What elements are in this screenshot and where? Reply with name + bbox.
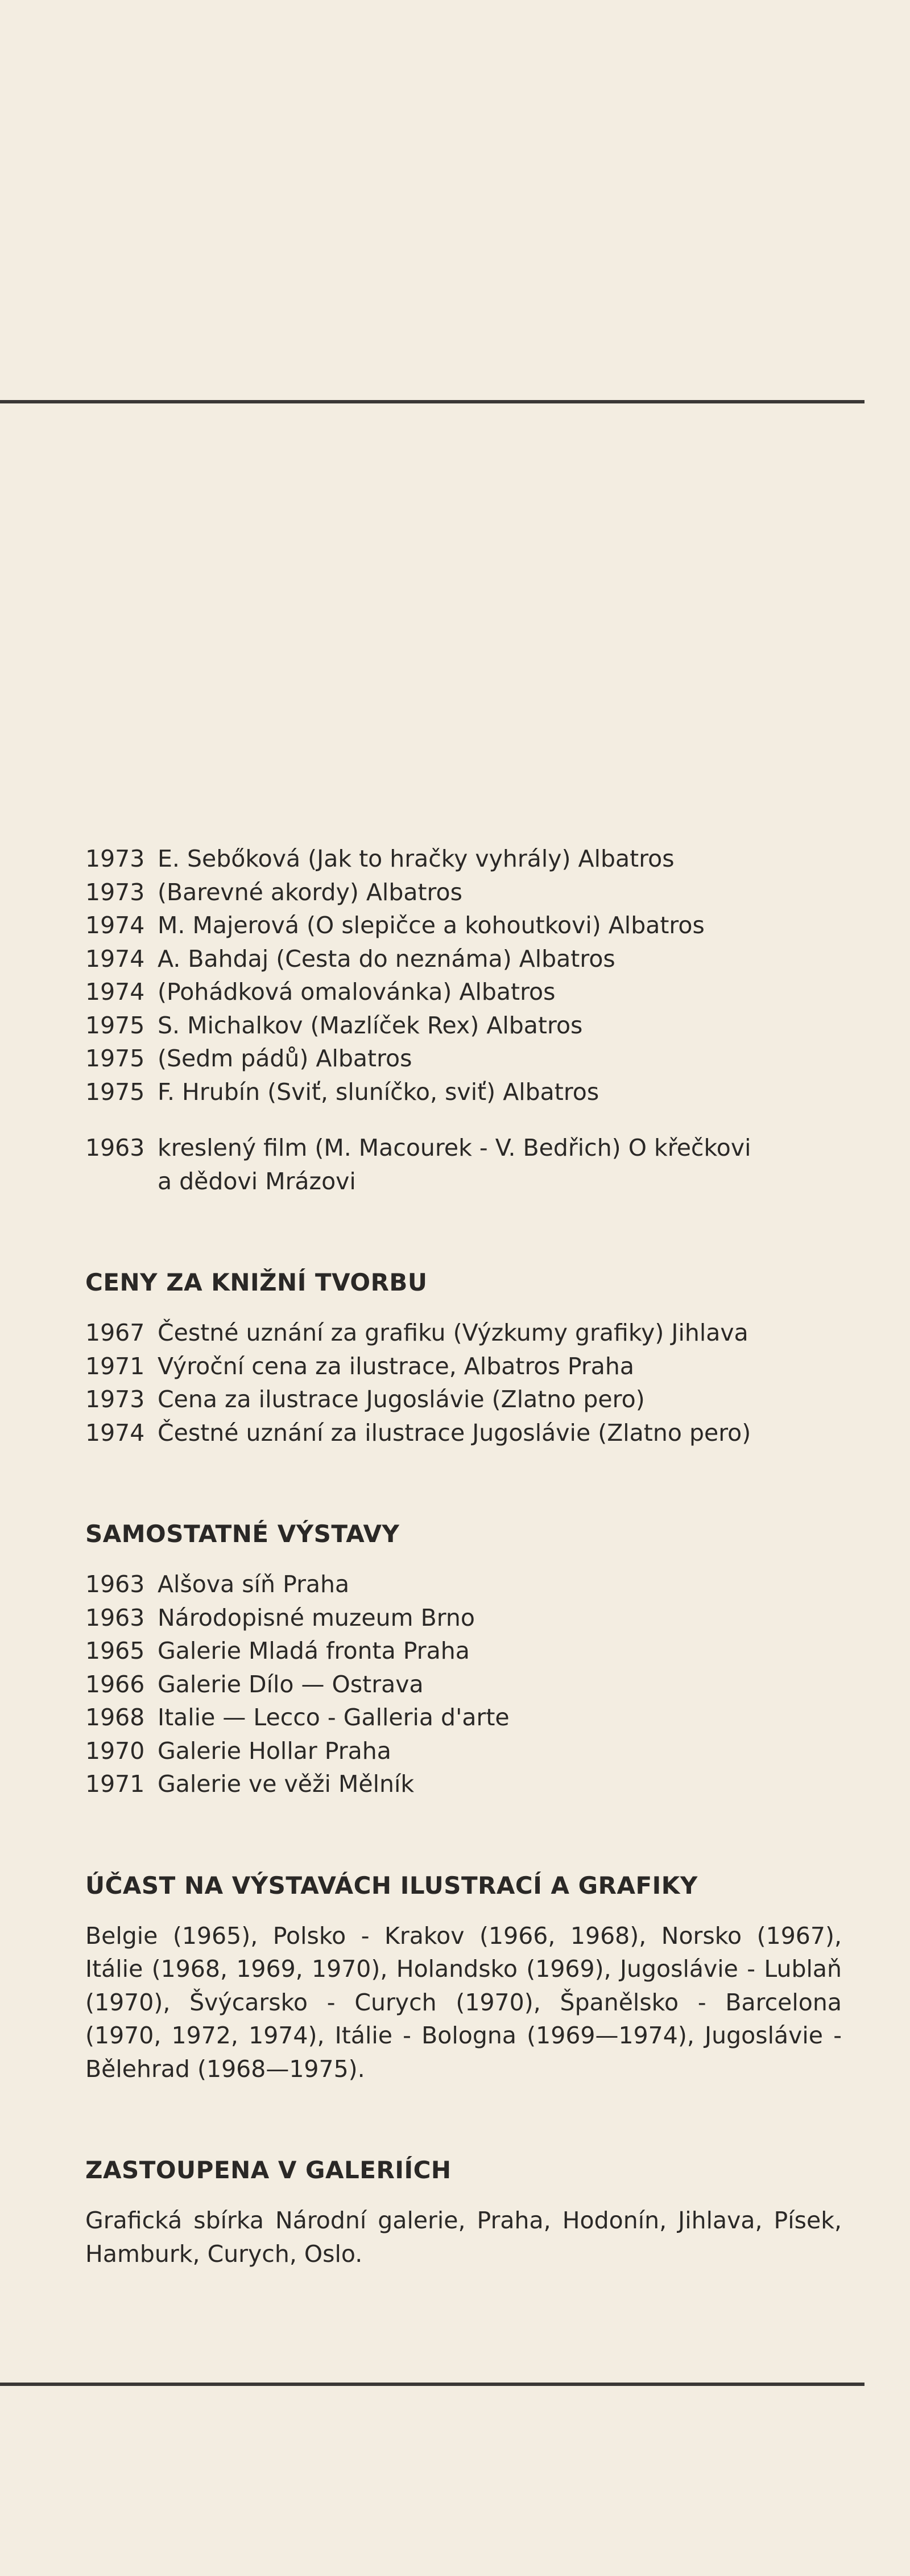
year: 1963 (85, 1604, 145, 1631)
entry-text: Výroční cena za ilustrace, Albatros Praha (158, 1352, 634, 1380)
entry-text: Alšova síň Praha (158, 1571, 350, 1598)
year: 1973 (85, 1386, 145, 1413)
galleries-section (85, 2154, 842, 2270)
list-item (85, 1350, 842, 1383)
entry-text: F. Hrubín (Sviť, sluníčko, sviť) Albatros (158, 1078, 599, 1106)
list-item (85, 1601, 842, 1635)
list-item (85, 876, 842, 909)
spacer (85, 1108, 842, 1131)
entry-text: Galerie ve věži Mělník (158, 1770, 415, 1798)
year: 1973 (85, 878, 145, 906)
participation-text: Belgie (1965), Polsko - Krakov (1966, 1968), Norsko (1967), Itálie (1968, 1969, 1970), Holandsko (1969), Jugoslávie - Lublaň (1970), Švýcarsko - Curych (1970), Španělsko - Barcelona (1970, 1972, 1974), Itálie - Bologna (1969—1974), Jugoslávie - Bělehrad (1968—1975). (85, 1922, 842, 2083)
entry-text: Italie — Lecco - Galleria d'arte (158, 1704, 510, 1731)
list-item (85, 1075, 842, 1109)
year: 1974 (85, 912, 145, 939)
entry-text: Národopisné muzeum Brno (158, 1604, 475, 1631)
entry-text: Čestné uznání za grafiku (Výzkumy grafiky) Jihlava (158, 1319, 748, 1346)
year: 1967 (85, 1319, 145, 1346)
entry-text (158, 1131, 842, 1198)
list-item (85, 909, 842, 942)
list-item (85, 1668, 842, 1701)
film-entry (85, 1131, 842, 1198)
awards-list (85, 1316, 842, 1449)
section-heading: CENY ZA KNIŽNÍ TVORBU (85, 1268, 428, 1296)
year: 1968 (85, 1704, 145, 1731)
year: 1973 (85, 845, 145, 872)
year: 1966 (85, 1670, 145, 1698)
list-item (85, 842, 842, 876)
year: 1975 (85, 1045, 145, 1072)
list-item (85, 1767, 842, 1801)
galleries-text: Grafická sbírka Národní galerie, Praha, Hodonín, Jihlava, Písek, Hamburk, Curych, Oslo. (85, 2207, 842, 2268)
list-item (85, 942, 842, 976)
list-item (85, 1131, 842, 1198)
list-item (85, 1042, 842, 1075)
document-body (85, 842, 842, 2270)
section-heading: ZASTOUPENA V GALERIÍCH (85, 2156, 452, 2184)
list-item (85, 1316, 842, 1350)
section-heading: ÚČAST NA VÝSTAVÁCH ILUSTRACÍ A GRAFIKY (85, 1871, 698, 1899)
list-item (85, 1734, 842, 1768)
entry-text: (Sedm pádů) Albatros (158, 1045, 412, 1072)
entry-text: Galerie Mladá fronta Praha (158, 1637, 470, 1664)
list-item (85, 1416, 842, 1450)
year: 1974 (85, 1419, 145, 1446)
participation-section (85, 1869, 842, 2086)
bottom-divider (0, 2383, 864, 2386)
year: 1963 (85, 1134, 145, 1161)
entry-text: Čestné uznání za ilustrace Jugoslávie (Zlatno pero) (158, 1419, 751, 1446)
year: 1974 (85, 945, 145, 972)
list-item (85, 1009, 842, 1042)
year: 1971 (85, 1352, 145, 1380)
year: 1975 (85, 1011, 145, 1039)
year: 1974 (85, 978, 145, 1005)
entry-text: Galerie Dílo — Ostrava (158, 1670, 424, 1698)
list-item (85, 1701, 842, 1734)
entry-text: Cena za ilustrace Jugoslávie (Zlatno pero) (158, 1386, 645, 1413)
book-list (85, 842, 842, 1108)
top-divider (0, 400, 864, 403)
entry-text: A. Bahdaj (Cesta do neznáma) Albatros (158, 945, 615, 972)
list-item (85, 1634, 842, 1668)
section-heading: SAMOSTATNÉ VÝSTAVY (85, 1520, 400, 1548)
entry-text: (Pohádková omalovánka) Albatros (158, 978, 556, 1005)
year: 1971 (85, 1770, 145, 1798)
year: 1965 (85, 1637, 145, 1664)
list-item (85, 1383, 842, 1416)
year: 1970 (85, 1737, 145, 1765)
list-item (85, 1568, 842, 1601)
year: 1963 (85, 1571, 145, 1598)
awards-section (85, 1266, 842, 1449)
entry-text: S. Michalkov (Mazlíček Rex) Albatros (158, 1011, 583, 1039)
exhibitions-section (85, 1518, 842, 1801)
entry-text: (Barevné akordy) Albatros (158, 878, 462, 906)
entry-text: Galerie Hollar Praha (158, 1737, 391, 1765)
entry-text: E. Sebőková (Jak to hračky vyhrály) Albatros (158, 845, 675, 872)
exhibitions-list (85, 1568, 842, 1801)
film-line-1: kreslený film (M. Macourek - V. Bedřich) O křečkovi (158, 1134, 751, 1161)
list-item (85, 975, 842, 1009)
film-line-2: a dědovi Mrázovi (158, 1167, 356, 1195)
year: 1975 (85, 1078, 145, 1106)
entry-text: M. Majerová (O slepičce a kohoutkovi) Albatros (158, 912, 705, 939)
